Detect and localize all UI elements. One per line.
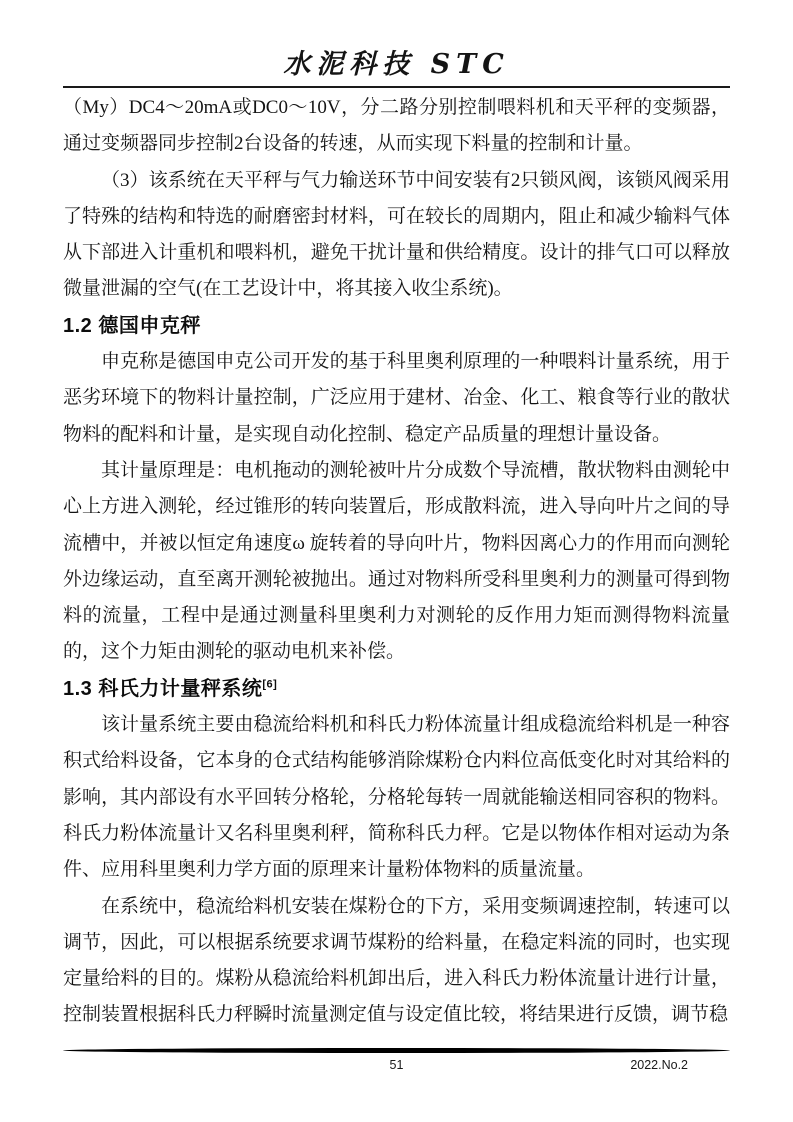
section-heading-1-2: 1.2 德国申克秤: [63, 314, 201, 337]
paragraph: （3）该系统在天平秤与气力输送环节中间安装有2只锁风阀，该锁风阀采用了特殊的结构和特选的耐磨密封材料，可在较长的周期内，阻止和减少输料气体从下部进入计重机和喂料机，避免干扰计量和供给精度。设计的排气口可以释放微量泄漏的空气(在工艺设计中，将其接入收尘系统)。: [63, 169, 730, 300]
header-rule: [63, 86, 730, 88]
page-number: 51: [389, 1058, 404, 1072]
section-heading-1-3: [63, 671, 730, 707]
paragraph: 其计量原理是：电机拖动的测轮被叶片分成数个导流槽，散状物料由测轮中心上方进入测轮，经过锥形的转向装置后，形成散料流，进入导向叶片之间的导流槽中，并被以恒定角速度ω 旋转着的导向叶片，物料因离心力的作用而向测轮外边缘运动，直至离开测轮被抛出。通过对物料所受科里奥利力的测量可得到物料的流量，工程中是通过测量科里奥利力对测轮的反作用力矩而测得物料流量的，这个力矩由测轮的驱动电机来补偿。: [63, 459, 730, 663]
issue-number: 2022.No.2: [630, 1058, 688, 1072]
footer-rule: [63, 1048, 730, 1053]
paragraph-continuation: （My）DC4～20mA或DC0～10V，分二路分别控制喂料机和天平秤的变频器，通过变频器同步控制2台设备的转速，从而实现下料量的控制和计量。: [63, 97, 730, 155]
paragraph: 申克称是德国申克公司开发的基于科里奥利原理的一种喂料计量系统，用于恶劣环境下的物料计量控制，广泛应用于建材、冶金、化工、粮食等行业的散状物料的配料和计量，是实现自动化控制、稳定产品质量的理想计量设备。: [63, 351, 730, 445]
paragraph: 该计量系统主要由稳流给料机和科氏力粉体流量计组成稳流给料机是一种容积式给料设备，它本身的仓式结构能够消除煤粉仓内料位高低变化时对其给料的影响，其内部设有水平回转分格轮，分格轮每转一周就能输送相同容积的物料。科氏力粉体流量计又名科里奥利秤，简称科氏力秤。它是以物体作相对运动为条件、应用科里奥利力学方面的原理来计量粉体物料的质量流量。: [63, 714, 730, 881]
journal-header: [63, 42, 730, 81]
paragraph: 在系统中，稳流给料机安装在煤粉仓的下方，采用变频调速控制，转速可以调节，因此，可以根据系统要求调节煤粉的给料量，在稳定料流的同时，也实现定量给料的目的。煤粉从稳流给料机卸出后，进入科氏力粉体流量计进行计量，控制装置根据科氏力秤瞬时流量测定值与设定值比较，将结果进行反馈，调节稳: [63, 895, 730, 1026]
section-heading-text: 1.3 科氏力计量秤系统: [63, 677, 263, 700]
citation-reference: [6]: [262, 678, 278, 691]
journal-title: 水泥科技 STC: [283, 49, 510, 80]
article-body: [63, 90, 730, 1034]
